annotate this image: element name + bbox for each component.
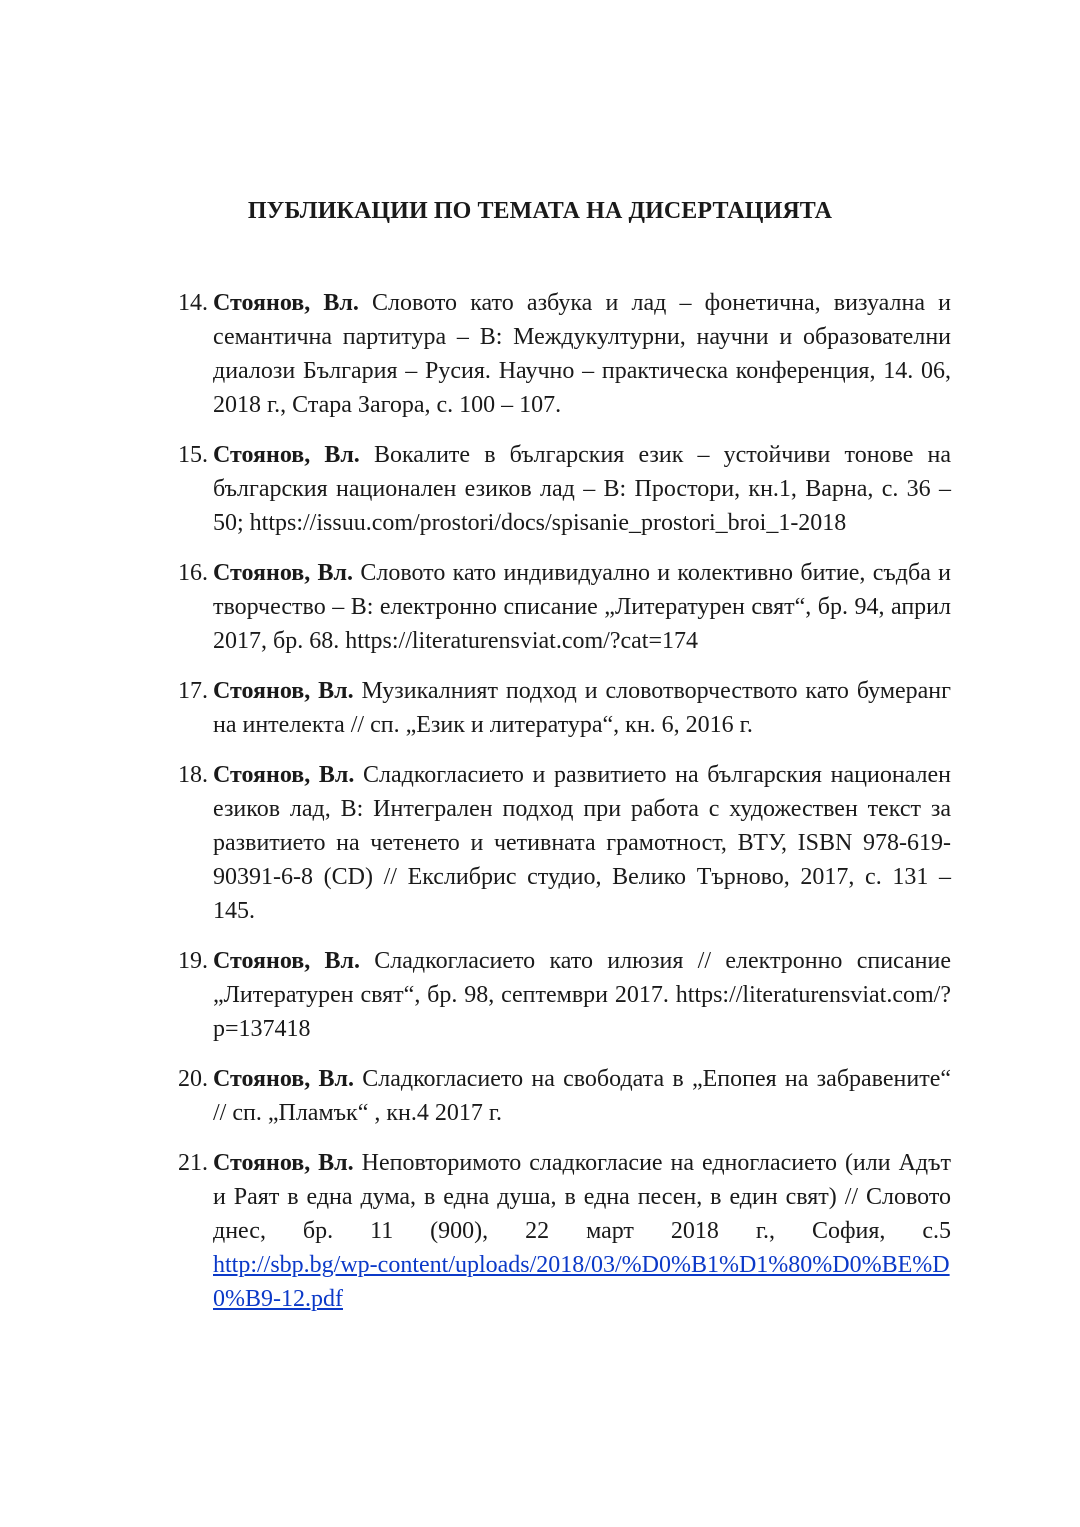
item-author: Стоянов, Вл. (213, 1150, 354, 1176)
item-link-block (213, 1248, 951, 1316)
item-body (213, 1146, 951, 1248)
item-author: Стоянов, Вл. (213, 290, 359, 316)
publication-list (178, 286, 951, 1332)
list-item (178, 944, 951, 1046)
item-number: 18. (178, 762, 208, 788)
list-item (178, 1146, 951, 1316)
item-author: Стоянов, Вл. (213, 678, 354, 704)
item-text: Сладкогласието на свободата в „Епопея на забравените“ // сп. „Пламък“ , кн.4 2017 г. (213, 1066, 952, 1126)
item-author: Стоянов, Вл. (213, 1066, 354, 1092)
page-title: ПУБЛИКАЦИИ ПО ТЕМАТА НА ДИСЕРТАЦИЯТА (247, 198, 833, 224)
item-number: 17. (178, 678, 208, 704)
item-number: 15. (178, 442, 208, 468)
item-number: 14. (178, 290, 208, 316)
list-item (178, 438, 951, 540)
item-number: 20. (178, 1066, 208, 1092)
list-item (178, 758, 951, 928)
item-text: Словото като азбука и лад – фонетична, визуална и семантична партитура – В: Междукултурни, научни и образователни диалози България – Русия. Научно – практическа конференция, 14. 06, 2018 г., Стара Загора, с. 100 – 107. (213, 290, 952, 418)
list-item (178, 286, 951, 422)
item-author: Стоянов, Вл. (213, 948, 360, 974)
item-text: Музикалният подход и словотворчеството като бумеранг на интелекта // сп. „Език и литература“, кн. 6, 2016 г. (213, 678, 951, 738)
item-text: Сладкогласието като илюзия // електронно списание „Литературен свят“, бр. 98, септември 2017. https://literaturensviat.com/?p=137418 (213, 948, 951, 1042)
item-text: Словото като индивидуално и колективно битие, съдба и творчество – В: електронно списание „Литературен свят“, бр. 94, април 2017, бр. 68. https://literaturensviat.com/?cat=174 (213, 560, 952, 654)
item-text: Вокалите в българския език – устойчиви тонове на българския национален езиков лад – В: Простори, кн.1, Варна, с. 36 – 50; https://issuu.com/prostori/docs/spisanie_prostori_broi_1-2018 (213, 442, 951, 536)
item-text: Неповторимото сладкогласие на едногласието (или Адът и Раят в една дума, в една душа, в една песен, в един свят) // Словото днес, бр. 11 (900), 22 март 2018 г., София, с.5 (213, 1150, 952, 1244)
item-number: 19. (178, 948, 208, 974)
list-item (178, 1062, 951, 1130)
item-number: 16. (178, 560, 208, 586)
list-item (178, 674, 951, 742)
list-item (178, 556, 951, 658)
item-author: Стоянов, Вл. (213, 560, 353, 586)
item-author: Стоянов, Вл. (213, 762, 355, 788)
item-author: Стоянов, Вл. (213, 442, 360, 468)
item-number: 21. (178, 1150, 208, 1176)
publication-link[interactable]: http://sbp.bg/wp-content/uploads/2018/03/%D0%B1%D1%80%D0%BE%D0%B9-12.pdf (213, 1252, 950, 1312)
item-text: Сладкогласието и развитието на българския национален езиков лад, В: Интегрален подход при работа с художествен текст за развитието на четенето и четивната грамотност, ВТУ, ISBN 978-619-90391-6-8 (CD) // Екслибрис студио, Велико Търново, 2017, с. 131 – 145. (213, 762, 951, 924)
